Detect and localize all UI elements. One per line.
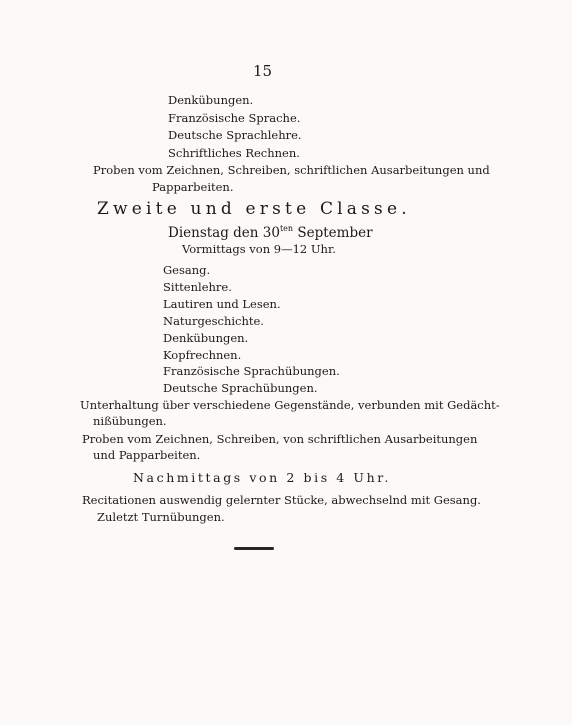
afternoon-time: Nachmittags von 2 bis 4 Uhr. [133,470,391,485]
list-item: Deutsche Sprachlehre. [168,128,302,142]
list-item: Denkübungen. [163,331,249,345]
proben-line-2: und Papparbeiten. [93,448,201,462]
proben-line-2: Papparbeiten. [152,180,234,194]
list-item: Lautiren und Lesen. [163,297,281,311]
list-item: Sittenlehre. [163,280,232,294]
recitation-line: Recitationen auswendig gelernter Stücke, abwechselnd mit Gesang. [82,493,481,507]
date-line [168,222,373,240]
list-item: Schriftliches Rechnen. [168,146,300,160]
list-item: Naturgeschichte. [163,314,264,328]
section-heading: Zweite und erste Classe. [97,199,411,219]
list-item: Kopfrechnen. [163,348,242,362]
unterhaltung-line-2: nißübungen. [93,414,167,428]
date-prefix: Dienstag den 30 [168,225,280,241]
unterhaltung-line-1: Unterhaltung über verschiedene Gegenstände, verbunden mit Gedächt- [80,398,500,412]
closing-rule [234,547,274,550]
proben-line-1: Proben vom Zeichnen, Schreiben, schriftlichen Ausarbeitungen und [93,163,490,177]
date-suffix: September [293,225,373,241]
proben-line-1: Proben vom Zeichnen, Schreiben, von schriftlichen Ausarbeitungen [82,432,478,446]
list-item: Französische Sprachübungen. [163,364,340,378]
list-item: Gesang. [163,263,211,277]
list-item: Deutsche Sprachübungen. [163,381,318,395]
list-item: Denkübungen. [168,93,254,107]
date-superscript: ten [279,224,294,233]
list-item: Französische Sprache. [168,111,301,125]
turn-line: Zuletzt Turnübungen. [97,510,225,524]
morning-time: Vormittags von 9—12 Uhr. [182,242,336,256]
page-number: 15 [253,62,273,80]
